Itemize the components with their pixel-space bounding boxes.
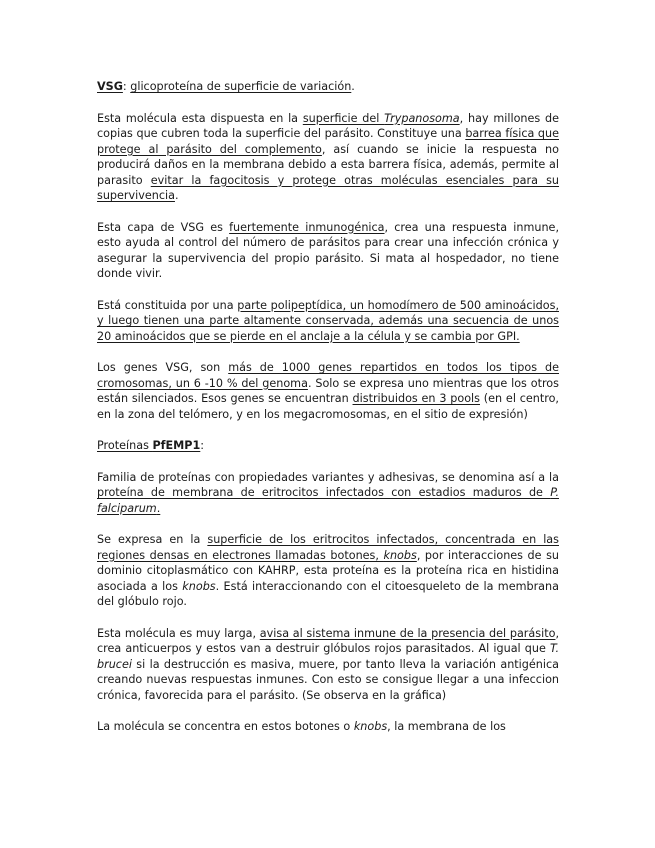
- species-name: T. brucei: [97, 642, 559, 671]
- underlined-text: parte polipeptídica, un homodímero de 500 aminoácidos, y luego tienen una parte altamente conservada, además una secuencia de unos 20 aminoácidos que se pierde en el anclaje a la célula y se cambia por GPI.: [97, 298, 559, 343]
- underlined-text: barrea física que protege al parásito del complemento: [97, 127, 559, 156]
- underlined-text: distribuidos en 3 pools: [352, 392, 480, 405]
- species-name: Trypanosoma: [384, 111, 460, 125]
- pfemp1-paragraph-family: [97, 470, 559, 517]
- text-run: :: [200, 439, 205, 452]
- text-run: , la membrana de los: [387, 720, 506, 733]
- underlined-text: superficie de los eritrocitos infectados, concentrada en las regiones densas en electrones llamadas botones,: [97, 533, 559, 562]
- text-run: (en el centro, en la zona del telómero, y en los megacromosomas, en el sitio de expresión): [97, 392, 559, 421]
- italic-term: knobs: [182, 579, 216, 593]
- text-run: .: [351, 80, 355, 93]
- text-run: Esta capa de VSG es: [97, 220, 230, 234]
- text-run: Está constituida por una: [97, 298, 238, 312]
- species-name: P. falciparum: [97, 486, 559, 515]
- text-run: Los genes VSG, son: [97, 361, 229, 374]
- vsg-term: VSG: [97, 80, 123, 93]
- underlined-text: avisa al sistema inmune de la presencia del parásito: [259, 626, 556, 640]
- text-run: , así cuando se inicie la respuesta no producirá daños en la membrana debido a esta barrera física, además, permite al parasito: [97, 142, 559, 187]
- text-run: Esta molécula esta dispuesta en la: [97, 111, 303, 125]
- underlined-text: más de 1000 genes repartidos en todos los tipos de cromosomas, un 6 -10 % del genoma: [97, 361, 559, 390]
- pfemp1-paragraph-immune: [97, 626, 559, 704]
- text-run: :: [122, 80, 131, 93]
- text-run: . Solo se expresa uno mientras que los otros están silenciados. Esos genes se encuentran: [97, 376, 559, 405]
- underlined-text: fuertemente inmunogénica: [229, 220, 385, 234]
- document-page: [97, 79, 559, 751]
- text-run: si la destrucción es masiva, muere, por tanto lleva la variación antigénica creando nuevas respuestas inmunes. Con esto se consigue llegar a una infeccion crónica, favorecida para el parásito. (Se observa en la gráfica): [97, 657, 559, 702]
- vsg-definition: glicoproteína de superficie de variación: [130, 80, 352, 93]
- vsg-heading: [97, 79, 559, 95]
- pfemp1-paragraph-concentration: [97, 719, 559, 735]
- vsg-paragraph-location: [97, 111, 559, 204]
- vsg-paragraph-genes: [97, 360, 559, 422]
- underlined-text: proteína de membrana de eritrocitos infectados con estadios maduros de: [97, 486, 551, 499]
- italic-term: knobs: [383, 548, 417, 562]
- underlined-text: evitar la fagocitosis y protege otras moléculas esenciales para su supervivencia: [97, 173, 560, 202]
- text-run: , crea una respuesta inmune, esto ayuda al control del número de parásitos para crear una infección crónica y asegurar la supervivencia del propio parásito. Si mata al hospedador, no tiene donde vivir.: [97, 220, 559, 280]
- pfemp1-paragraph-knobs: [97, 532, 559, 610]
- vsg-paragraph-immunogenic: [97, 220, 559, 282]
- text-run: Esta molécula es muy larga,: [97, 626, 260, 640]
- pfemp1-heading: [97, 438, 559, 454]
- text-run: , por interacciones de su dominio citoplasmático con KAHRP, esta proteína es la proteína rica en histidina asociada a los: [97, 548, 559, 593]
- text-run: Se expresa en la: [97, 533, 208, 546]
- text-run: .: [174, 189, 179, 202]
- underlined-text: Proteínas: [97, 439, 153, 452]
- text-run: . Está interaccionando con el citoesqueleto de la membrana del glóbulo rojo.: [97, 579, 559, 608]
- text-run: Familia de proteínas con propiedades variantes y adhesivas, se denomina así a la: [97, 470, 559, 484]
- pfemp1-term: PfEMP1: [152, 439, 201, 452]
- text-run: , crea anticuerpos y estos van a destruir glóbulos rojos parasitados. Al igual que: [97, 626, 559, 655]
- underlined-text: superficie del: [302, 111, 385, 125]
- text-run: , hay millones de copias que cubren toda la superficie del parásito. Constituye una: [97, 111, 559, 140]
- vsg-paragraph-structure: [97, 298, 559, 345]
- text-run: La molécula se concentra en estos botones o: [97, 720, 354, 733]
- underlined-text: .: [156, 501, 161, 515]
- italic-term: knobs: [353, 720, 388, 733]
